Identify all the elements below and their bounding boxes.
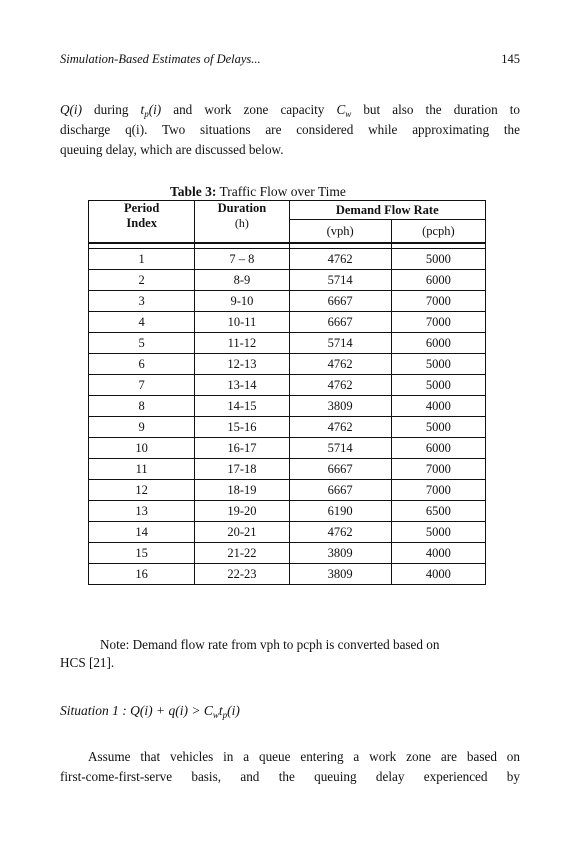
- cell-vph: 6667: [289, 459, 391, 480]
- cell-vph: 3809: [289, 543, 391, 564]
- table-header-row: [89, 201, 486, 220]
- cell-duration: 17-18: [195, 459, 289, 480]
- cell-duration: 7 – 8: [195, 249, 289, 270]
- cell-vph: 5714: [289, 333, 391, 354]
- table-row: [89, 522, 486, 543]
- intro-paragraph: [60, 100, 520, 160]
- cell-duration: 8-9: [195, 270, 289, 291]
- table-note: [60, 636, 520, 672]
- cell-period: 2: [89, 270, 195, 291]
- cell-duration: 15-16: [195, 417, 289, 438]
- cell-period: 11: [89, 459, 195, 480]
- header-vph: (vph): [289, 220, 391, 244]
- cell-pcph: 5000: [391, 417, 485, 438]
- cell-vph: 4762: [289, 354, 391, 375]
- cell-period: 4: [89, 312, 195, 333]
- cell-duration: 19-20: [195, 501, 289, 522]
- cell-period: 10: [89, 438, 195, 459]
- assume-line-2: first-come-first-serve basis, and the queuing delay experienced by: [60, 769, 520, 784]
- cell-pcph: 4000: [391, 564, 485, 585]
- table-row: [89, 249, 486, 270]
- table-row: [89, 375, 486, 396]
- intro-line-1: Q(i) during $t_p(i)$ and work zone capacity $C_w$ but also the duration to: [60, 102, 520, 119]
- cell-duration: 16-17: [195, 438, 289, 459]
- intro-line-2: discharge q(i). Two situations are considered while approximating the: [60, 122, 520, 137]
- cell-pcph: 6000: [391, 270, 485, 291]
- header-period: Period Index: [89, 201, 195, 244]
- cell-vph: 3809: [289, 564, 391, 585]
- table-row: [89, 396, 486, 417]
- assume-paragraph: [60, 747, 520, 787]
- table-row: [89, 333, 486, 354]
- table-row: [89, 438, 486, 459]
- table-caption-label: Table 3:: [170, 184, 217, 199]
- cell-duration: 20-21: [195, 522, 289, 543]
- running-head-title: Simulation-Based Estimates of Delays...: [60, 52, 261, 66]
- situation-label: Situation 1 :: [60, 703, 131, 718]
- cell-period: 9: [89, 417, 195, 438]
- cell-duration: 9-10: [195, 291, 289, 312]
- cell-pcph: 7000: [391, 312, 485, 333]
- cell-duration: 13-14: [195, 375, 289, 396]
- cell-vph: 4762: [289, 375, 391, 396]
- cell-period: 12: [89, 480, 195, 501]
- cell-pcph: 5000: [391, 354, 485, 375]
- table-row: [89, 480, 486, 501]
- cell-period: 3: [89, 291, 195, 312]
- note-line-2: HCS [21].: [60, 655, 115, 670]
- cell-pcph: 5000: [391, 375, 485, 396]
- table-row: [89, 543, 486, 564]
- cell-vph: 6667: [289, 291, 391, 312]
- cell-period: 7: [89, 375, 195, 396]
- cell-vph: 4762: [289, 417, 391, 438]
- cell-duration: 12-13: [195, 354, 289, 375]
- cell-period: 13: [89, 501, 195, 522]
- situation-heading: Situation 1 : $Q(i) + q(i) > C_wt_p(i)$: [60, 703, 240, 720]
- intro-line-3: queuing delay, which are discussed below.: [60, 142, 284, 157]
- cell-pcph: 5000: [391, 249, 485, 270]
- cell-duration: 14-15: [195, 396, 289, 417]
- cell-period: 1: [89, 249, 195, 270]
- table-row: [89, 564, 486, 585]
- header-duration: Duration (h): [195, 201, 289, 244]
- cell-pcph: 6000: [391, 333, 485, 354]
- cell-period: 5: [89, 333, 195, 354]
- cell-duration: 22-23: [195, 564, 289, 585]
- cell-pcph: 6000: [391, 438, 485, 459]
- table-row: [89, 417, 486, 438]
- cell-period: 6: [89, 354, 195, 375]
- header-pcph: (pcph): [391, 220, 485, 244]
- cell-pcph: 4000: [391, 396, 485, 417]
- cell-vph: 6190: [289, 501, 391, 522]
- cell-pcph: 5000: [391, 522, 485, 543]
- table-row: [89, 270, 486, 291]
- cell-period: 8: [89, 396, 195, 417]
- cell-duration: 18-19: [195, 480, 289, 501]
- header-demand-flow-rate: Demand Flow Rate: [289, 201, 486, 220]
- table-row: [89, 501, 486, 522]
- cell-vph: 3809: [289, 396, 391, 417]
- traffic-flow-table: [88, 200, 486, 585]
- cell-duration: 11-12: [195, 333, 289, 354]
- cell-pcph: 6500: [391, 501, 485, 522]
- cell-vph: 4762: [289, 522, 391, 543]
- cell-vph: 5714: [289, 270, 391, 291]
- running-head: [60, 52, 520, 70]
- table-row: [89, 312, 486, 333]
- assume-line-1: Assume that vehicles in a queue entering a work zone are based on: [88, 749, 520, 764]
- cell-period: 15: [89, 543, 195, 564]
- cell-vph: 5714: [289, 438, 391, 459]
- table-row: [89, 459, 486, 480]
- cell-vph: 4762: [289, 249, 391, 270]
- table-row: [89, 291, 486, 312]
- cell-pcph: 7000: [391, 291, 485, 312]
- cell-pcph: 7000: [391, 480, 485, 501]
- page-number: 145: [501, 52, 520, 66]
- cell-vph: 6667: [289, 312, 391, 333]
- cell-period: 16: [89, 564, 195, 585]
- cell-pcph: 4000: [391, 543, 485, 564]
- situation-formula: Q(i) + q(i) > C: [130, 703, 213, 718]
- table-caption-text: Traffic Flow over Time: [216, 184, 346, 199]
- cell-vph: 6667: [289, 480, 391, 501]
- note-line-1: Note: Demand flow rate from vph to pcph is converted based on: [100, 637, 440, 652]
- cell-duration: 21-22: [195, 543, 289, 564]
- cell-period: 14: [89, 522, 195, 543]
- table-row: [89, 354, 486, 375]
- cell-pcph: 7000: [391, 459, 485, 480]
- cell-duration: 10-11: [195, 312, 289, 333]
- table-caption: [170, 184, 346, 200]
